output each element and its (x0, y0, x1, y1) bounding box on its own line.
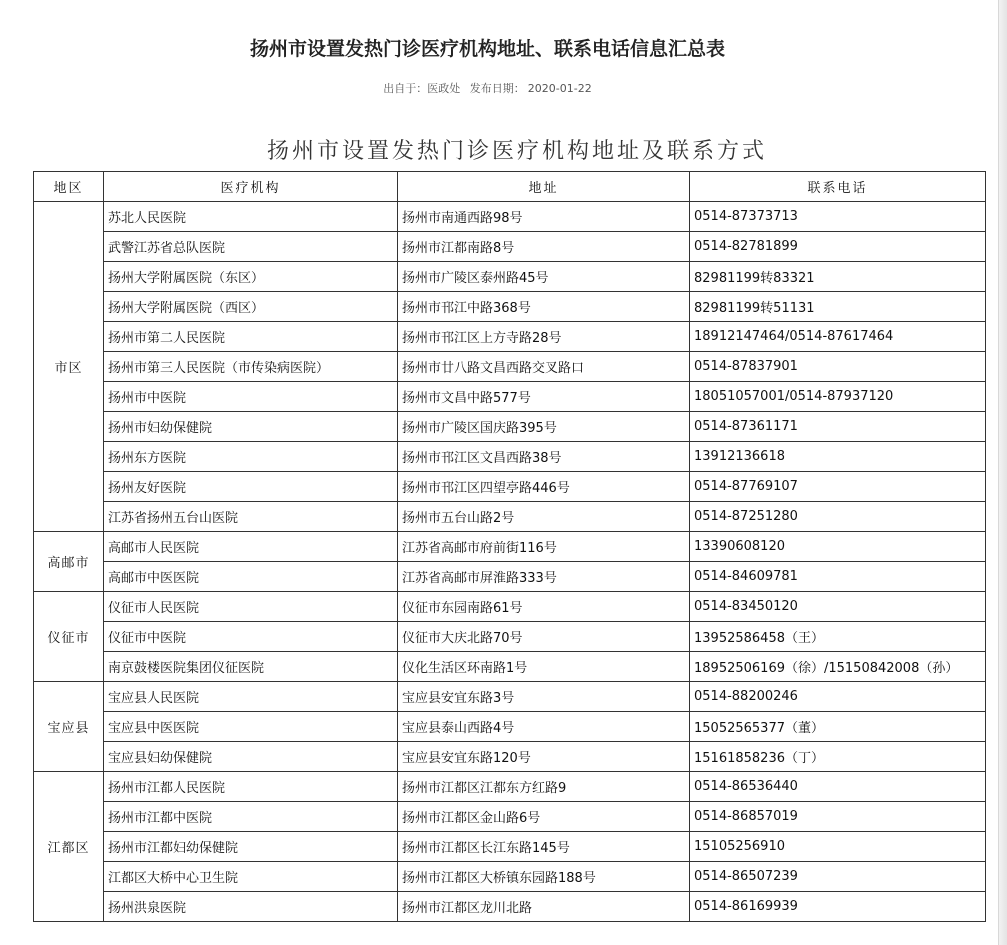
table-row (34, 832, 986, 862)
table-row (34, 232, 986, 262)
phone-cell: 15052565377（董） (690, 712, 986, 742)
district-cell: 仪征市 (34, 592, 104, 682)
institution-cell: 江苏省扬州五台山医院 (104, 502, 398, 532)
phone-cell: 13912136618 (690, 442, 986, 472)
table-row (34, 292, 986, 322)
table-row (34, 412, 986, 442)
institution-cell: 扬州大学附属医院（西区） (104, 292, 398, 322)
phone-cell: 0514-87373713 (690, 202, 986, 232)
phone-cell: 15161858236（丁） (690, 742, 986, 772)
district-cell: 高邮市 (34, 532, 104, 592)
table-row (34, 592, 986, 622)
table-row (34, 682, 986, 712)
table-row (34, 862, 986, 892)
page-title: 扬州市设置发热门诊医疗机构地址、联系电话信息汇总表 (249, 38, 725, 60)
institution-cell: 扬州洪泉医院 (104, 892, 398, 922)
phone-cell: 0514-83450120 (690, 592, 986, 622)
header-address: 地址 (398, 172, 690, 202)
institution-cell: 武警江苏省总队医院 (104, 232, 398, 262)
table-title: 扬州市设置发热门诊医疗机构地址及联系方式 (266, 139, 767, 164)
address-cell: 扬州市广陵区泰州路45号 (398, 262, 690, 292)
address-cell: 江苏省高邮市府前街116号 (398, 532, 690, 562)
phone-cell: 13390608120 (690, 532, 986, 562)
institution-cell: 扬州市中医院 (104, 382, 398, 412)
phone-cell: 0514-87251280 (690, 502, 986, 532)
table-row (34, 622, 986, 652)
address-cell: 扬州市广陵区国庆路395号 (398, 412, 690, 442)
address-cell: 扬州市五台山路2号 (398, 502, 690, 532)
header-institution: 医疗机构 (104, 172, 398, 202)
institution-cell: 扬州市妇幼保健院 (104, 412, 398, 442)
institution-cell: 扬州市江都妇幼保健院 (104, 832, 398, 862)
institution-cell: 仪征市中医院 (104, 622, 398, 652)
header-district: 地区 (34, 172, 104, 202)
phone-cell: 0514-84609781 (690, 562, 986, 592)
address-cell: 扬州市邗江区上方寺路28号 (398, 322, 690, 352)
table-row (34, 802, 986, 832)
hospital-table (33, 171, 986, 922)
address-cell: 扬州市江都区金山路6号 (398, 802, 690, 832)
publish-meta (0, 80, 975, 96)
institution-cell: 宝应县妇幼保健院 (104, 742, 398, 772)
address-cell: 仪征市东园南路61号 (398, 592, 690, 622)
source-label: 出自于：医政处 (383, 82, 461, 95)
address-cell: 宝应县安宜东路3号 (398, 682, 690, 712)
table-header-row (34, 172, 986, 202)
address-cell: 宝应县安宜东路120号 (398, 742, 690, 772)
table-row (34, 712, 986, 742)
institution-cell: 南京鼓楼医院集团仪征医院 (104, 652, 398, 682)
table-row (34, 892, 986, 922)
table-row (34, 322, 986, 352)
address-cell: 仪征市大庆北路70号 (398, 622, 690, 652)
table-row (34, 652, 986, 682)
address-cell: 扬州市邗江区四望亭路446号 (398, 472, 690, 502)
table-row (34, 772, 986, 802)
institution-cell: 宝应县人民医院 (104, 682, 398, 712)
phone-cell: 0514-86857019 (690, 802, 986, 832)
address-cell: 扬州市邗江中路368号 (398, 292, 690, 322)
phone-cell: 0514-87361171 (690, 412, 986, 442)
phone-cell: 0514-86169939 (690, 892, 986, 922)
phone-cell: 18952506169（徐）/15150842008（孙） (690, 652, 986, 682)
institution-cell: 扬州市江都中医院 (104, 802, 398, 832)
table-row (34, 532, 986, 562)
table-row (34, 502, 986, 532)
institution-cell: 扬州东方医院 (104, 442, 398, 472)
table-row (34, 442, 986, 472)
publish-date-label: 发布日期： (469, 82, 525, 95)
institution-cell: 扬州市第二人民医院 (104, 322, 398, 352)
table-row (34, 472, 986, 502)
institution-cell: 江都区大桥中心卫生院 (104, 862, 398, 892)
phone-cell: 13952586458（王） (690, 622, 986, 652)
district-cell: 宝应县 (34, 682, 104, 772)
address-cell: 扬州市南通西路98号 (398, 202, 690, 232)
table-row (34, 262, 986, 292)
address-cell: 扬州市江都区长江东路145号 (398, 832, 690, 862)
scrollbar[interactable] (998, 0, 1007, 945)
table-body (34, 202, 986, 922)
phone-cell: 18912147464/0514-87617464 (690, 322, 986, 352)
address-cell: 扬州市江都区大桥镇东园路188号 (398, 862, 690, 892)
publish-date-value: 2020-01-22 (527, 82, 592, 95)
table-row (34, 742, 986, 772)
institution-cell: 宝应县中医医院 (104, 712, 398, 742)
address-cell: 扬州市邗江区文昌西路38号 (398, 442, 690, 472)
address-cell: 江苏省高邮市屏淮路333号 (398, 562, 690, 592)
table-row (34, 352, 986, 382)
address-cell: 扬州市廿八路文昌西路交叉路口 (398, 352, 690, 382)
phone-cell: 82981199转83321 (690, 262, 986, 292)
table-row (34, 562, 986, 592)
institution-cell: 扬州市第三人民医院（市传染病医院） (104, 352, 398, 382)
phone-cell: 0514-86507239 (690, 862, 986, 892)
address-cell: 扬州市江都区龙川北路 (398, 892, 690, 922)
header-phone: 联系电话 (690, 172, 986, 202)
institution-cell: 扬州市江都人民医院 (104, 772, 398, 802)
address-cell: 仪化生活区环南路1号 (398, 652, 690, 682)
phone-cell: 0514-86536440 (690, 772, 986, 802)
address-cell: 宝应县泰山西路4号 (398, 712, 690, 742)
institution-cell: 高邮市中医医院 (104, 562, 398, 592)
institution-cell: 仪征市人民医院 (104, 592, 398, 622)
address-cell: 扬州市文昌中路577号 (398, 382, 690, 412)
institution-cell: 苏北人民医院 (104, 202, 398, 232)
phone-cell: 18051057001/0514-87937120 (690, 382, 986, 412)
institution-cell: 扬州大学附属医院（东区） (104, 262, 398, 292)
table-row (34, 202, 986, 232)
phone-cell: 15105256910 (690, 832, 986, 862)
address-cell: 扬州市江都南路8号 (398, 232, 690, 262)
institution-cell: 扬州友好医院 (104, 472, 398, 502)
phone-cell: 0514-87837901 (690, 352, 986, 382)
phone-cell: 0514-82781899 (690, 232, 986, 262)
institution-cell: 高邮市人民医院 (104, 532, 398, 562)
phone-cell: 82981199转51131 (690, 292, 986, 322)
district-cell: 市区 (34, 202, 104, 532)
table-row (34, 382, 986, 412)
address-cell: 扬州市江都区江都东方红路9 (398, 772, 690, 802)
phone-cell: 0514-87769107 (690, 472, 986, 502)
phone-cell: 0514-88200246 (690, 682, 986, 712)
district-cell: 江都区 (34, 772, 104, 922)
